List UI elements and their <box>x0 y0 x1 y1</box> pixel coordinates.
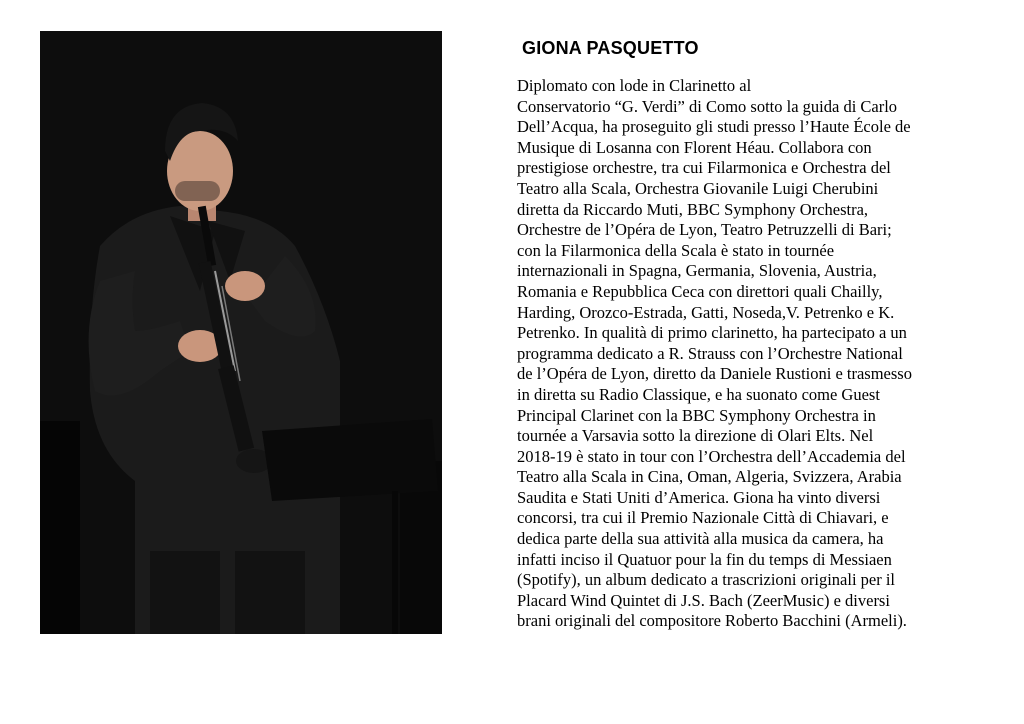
bio-line: Romania e Repubblica Ceca con direttori quali Chailly, <box>517 281 883 301</box>
bio-line: Harding, Orozco-Estrada, Gatti, Noseda,V. Petrenko e K. <box>517 302 895 322</box>
bio-line: tournée a Varsavia sotto la direzione di Olari Elts. Nel <box>517 426 874 446</box>
bio-line: Petrenko. In qualità di primo clarinetto, ha partecipato a un <box>517 323 907 343</box>
bio-line: in diretta su Radio Classique, e ha suonato come Guest <box>517 384 880 404</box>
bio-line: programma dedicato a R. Strauss con l’Orchestre National <box>517 343 903 363</box>
bio-line: con la Filarmonica della Scala è stato in tournée <box>517 240 835 260</box>
biography-text <box>517 76 962 632</box>
bio-line: Orchestre de l’Opéra de Lyon, Teatro Petruzzelli di Bari; <box>517 220 892 240</box>
bio-line: prestigiose orchestre, tra cui Filarmonica e Orchestra del <box>517 158 891 178</box>
bio-line: 2018-19 è stato in tour con l’Orchestra dell’Accademia del <box>517 446 906 466</box>
bio-line: brani originali del compositore Roberto Bacchini (Armeli). <box>517 611 907 631</box>
bio-line: Saudita e Stati Uniti d’America. Giona ha vinto diversi <box>517 487 881 507</box>
bio-line: dedica parte della sua attività alla musica da camera, ha <box>517 529 884 549</box>
bio-line: Teatro alla Scala in Cina, Oman, Algeria, Svizzera, Arabia <box>517 467 902 487</box>
bio-line: infatti inciso il Quatuor pour la fin du temps di Messiaen <box>517 549 892 569</box>
bio-line: diretta da Riccardo Muti, BBC Symphony Orchestra, <box>517 199 869 219</box>
bio-line: Placard Wind Quintet di J.S. Bach (ZeerMusic) e diversi <box>517 590 890 610</box>
bio-line: Principal Clarinet con la BBC Symphony Orchestra in <box>517 405 876 425</box>
bio-line: Teatro alla Scala, Orchestra Giovanile Luigi Cherubini <box>517 178 879 198</box>
bio-line: Musique di Losanna con Florent Héau. Collabora con <box>517 137 872 157</box>
bio-line: internazionali in Spagna, Germania, Slovenia, Austria, <box>517 261 877 281</box>
musician-name: GIONA PASQUETTO <box>522 38 699 58</box>
bio-line: concorsi, tra cui il Premio Nazionale Città di Chiavari, e <box>517 508 889 528</box>
bio-line: (Spotify), un album dedicato a trascrizioni originali per il <box>517 570 896 590</box>
clarinetist-photo <box>40 31 442 634</box>
bio-line: Dell’Acqua, ha proseguito gli studi presso l’Haute École de <box>517 117 911 137</box>
bio-line: de l’Opéra de Lyon, diretto da Daniele Rustioni e trasmesso <box>517 364 912 384</box>
bio-line: Diplomato con lode in Clarinetto al <box>517 76 752 95</box>
bio-line: Conservatorio “G. Verdi” di Como sotto la guida di Carlo <box>517 96 898 116</box>
